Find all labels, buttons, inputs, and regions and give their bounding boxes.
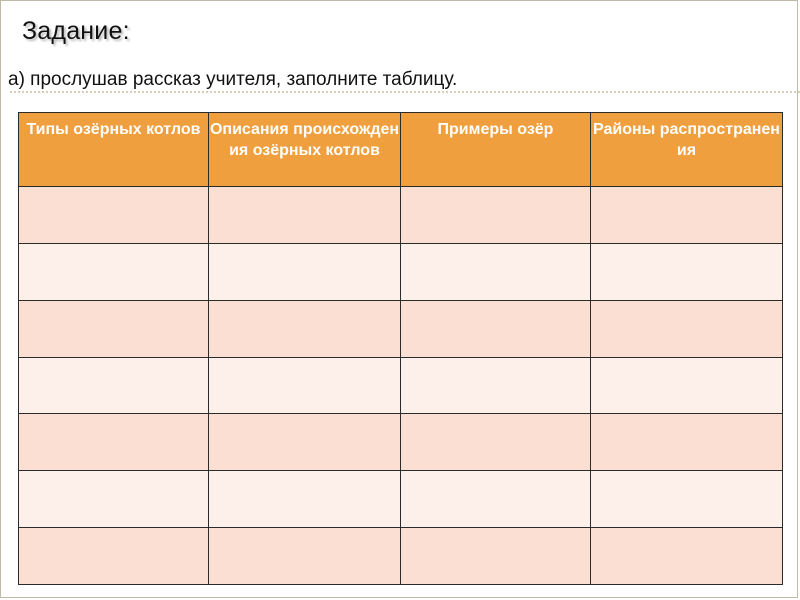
table-cell[interactable] <box>19 357 209 414</box>
table-cell[interactable] <box>401 471 591 528</box>
table-row <box>19 357 783 414</box>
table-cell[interactable] <box>591 187 783 244</box>
table-cell[interactable] <box>209 528 401 585</box>
table-row <box>19 300 783 357</box>
table-cell[interactable] <box>19 187 209 244</box>
table-cell[interactable] <box>209 187 401 244</box>
table-cell[interactable] <box>401 300 591 357</box>
header-distribution-regions: Районы распространения <box>591 113 783 187</box>
table-row <box>19 471 783 528</box>
table-cell[interactable] <box>591 243 783 300</box>
header-lake-basin-types: Типы озёрных котлов <box>19 113 209 187</box>
table-cell[interactable] <box>401 187 591 244</box>
table-cell[interactable] <box>19 471 209 528</box>
table-cell[interactable] <box>19 300 209 357</box>
table-cell[interactable] <box>209 414 401 471</box>
table-cell[interactable] <box>209 300 401 357</box>
table-cell[interactable] <box>591 528 783 585</box>
decorative-dotted-rule <box>10 91 800 93</box>
table-cell[interactable] <box>209 357 401 414</box>
header-lake-examples: Примеры озёр <box>401 113 591 187</box>
table-row <box>19 187 783 244</box>
table-cell[interactable] <box>401 414 591 471</box>
table-cell[interactable] <box>19 243 209 300</box>
header-origin-descriptions: Описания происхождения озёрных котлов <box>209 113 401 187</box>
table-row <box>19 243 783 300</box>
table-cell[interactable] <box>19 414 209 471</box>
table-cell[interactable] <box>209 243 401 300</box>
table-cell[interactable] <box>401 528 591 585</box>
table-cell[interactable] <box>401 357 591 414</box>
table-cell[interactable] <box>591 414 783 471</box>
task-title: Задание: <box>22 17 130 45</box>
table-cell[interactable] <box>591 300 783 357</box>
table-header-row <box>19 113 783 187</box>
table-cell[interactable] <box>591 471 783 528</box>
table-cell[interactable] <box>209 471 401 528</box>
table-cell[interactable] <box>401 243 591 300</box>
table-cell[interactable] <box>591 357 783 414</box>
task-instruction: а) прослушав рассказ учителя, заполните таблицу. <box>8 69 458 90</box>
table-cell[interactable] <box>19 528 209 585</box>
table-row <box>19 414 783 471</box>
fill-in-table <box>18 112 783 585</box>
table-row <box>19 528 783 585</box>
